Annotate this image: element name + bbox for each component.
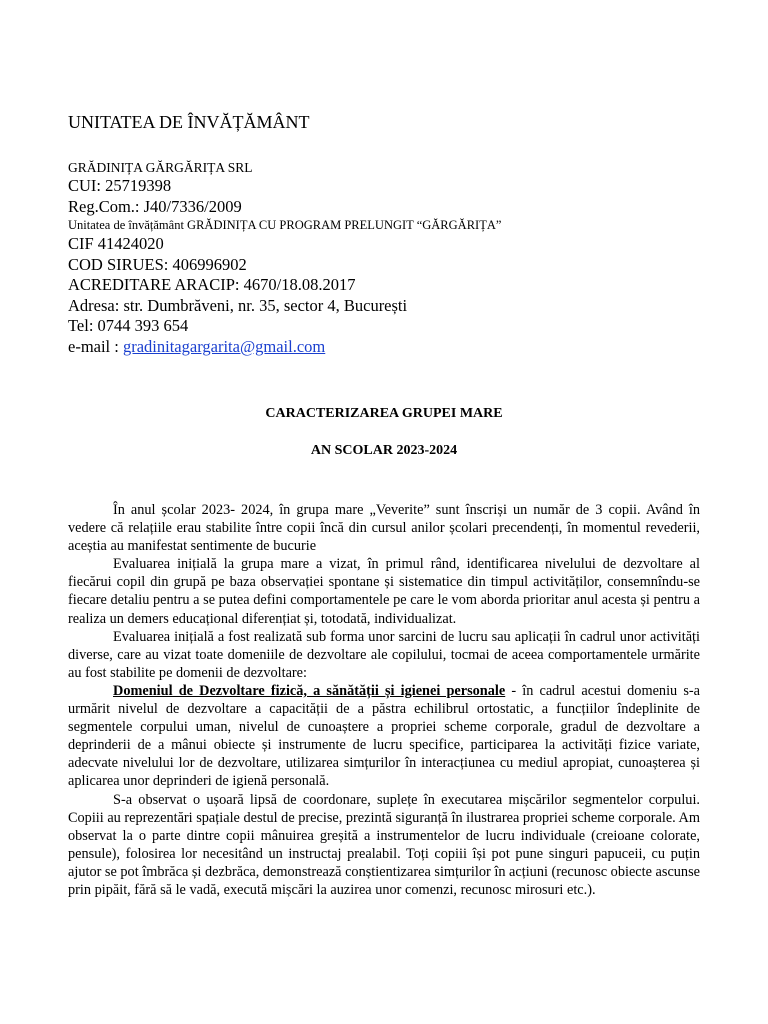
paragraph-initial-evaluation: Evaluarea inițială la grupa mare a vizat, în primul rând, identificarea nivelului de dezvoltare al fiecărui copil din grupă pe baza observației spontane și sistematice din timpul activităților, consemnîndu-se fiecare detaliu pentru a se putea defini comportamentele pe care le vom aborda prioritar anul acesta și pentru a realiza un demers educațional diferențiat și, totodată, individualizat. xyxy=(68,556,700,627)
address-line: Adresa: str. Dumbrăveni, nr. 35, sector 4, București xyxy=(68,295,408,315)
phone-line: Tel: 0744 393 654 xyxy=(68,316,189,335)
paragraph-intro: În anul școlar 2023- 2024, în grupa mare „Veverite” sunt înscriși un număr de 3 copii. Având în vedere că relațiile erau stabilite între copii încă din cursul anilor școlari precendenți, în momentul revederii, aceștia au manifestat sentimente de bucurie xyxy=(68,502,700,555)
email-label: e-mail : xyxy=(68,336,123,356)
paragraph-observations: S-a observat o ușoară lipsă de coordonare, suplețe în executarea mișcărilor segmentelor corpului. Copiii au reprezentări spațiale destul de precise, prezintă siguranță în ilustrarea propriei scheme corporale. Am observat la o parte dintre copii mânuirea greșită a instrumentelor de lucru individuale (creioane colorate, pensule), folosirea lor necesitând un instructaj prealabil. Toți copiii își pot pune singuri papuceii, cu puțin ajutor se pot îmbrăca și dezbrăca, demonstrează conștientizarea simțurilor în acțiuni (recunosc obiecte ascunse prin pipăit, fără să le vadă, execută mișcări la auzirea unor comenzi, recunosc mirosuri etc.). xyxy=(68,791,700,898)
email-line xyxy=(68,337,708,358)
unit-title: UNITATEA DE ÎNVĂȚĂMÂNT xyxy=(68,112,310,132)
sirues-line: COD SIRUES: 406996902 xyxy=(68,254,247,274)
cui-line: CUI: 25719398 xyxy=(68,176,172,195)
paragraph-physical-domain xyxy=(68,682,700,791)
email-link[interactable]: gradinitagargarita@gmail.com xyxy=(122,336,326,356)
reg-com-line: Reg.Com.: J40/7336/2009 xyxy=(68,196,242,216)
acreditare-line: ACREDITARE ARACIP: 4670/18.08.2017 xyxy=(68,275,356,294)
institution-header xyxy=(68,111,708,357)
domain-description: - în cadrul acestui domeniu s-a urmărit nivelul de dezvoltare a capacității de a păstra echilibrul ortostatic, a funcțiilor îndeplinite de segmentele corpului uman, nivelul de cunoaștere a propriei scheme corporale, gradul de dezvoltare a deprinderii de a mânui obiecte și instrumente de lucru specifice, participarea la activități fizice variate, adecvate nivelului lor de dezvoltare, utilizarea simțurilor în interacțiunea cu mediul apropiat, cunoașterea și aplicarea unor deprinderi de igienă personală. xyxy=(68,682,700,790)
document-title: CARACTERIZAREA GRUPEI MARE xyxy=(265,406,503,421)
unit-program-line: Unitatea de învățământ GRĂDINIȚA CU PROGRAM PRELUNGIT “GĂRGĂRIȚA” xyxy=(68,218,502,232)
document-body xyxy=(68,501,700,899)
domain-heading: Domeniul de Dezvoltare fizică, a sănătății și igienei personale xyxy=(113,682,506,699)
cif-line: CIF 41424020 xyxy=(68,234,164,253)
paragraph-evaluation-method: Evaluarea inițială a fost realizată sub forma unor sarcini de lucru sau aplicații în cadrul unor activități diverse, care au vizat toate domeniile de dezvoltare ale copilului, tocmai de aceea comportamentele urmărite au fost stabilite pe domenii de dezvoltare: xyxy=(68,628,700,681)
school-year: AN SCOLAR 2023-2024 xyxy=(310,443,458,458)
company-name: GRĂDINIȚA GĂRGĂRIȚA SRL xyxy=(68,160,253,175)
